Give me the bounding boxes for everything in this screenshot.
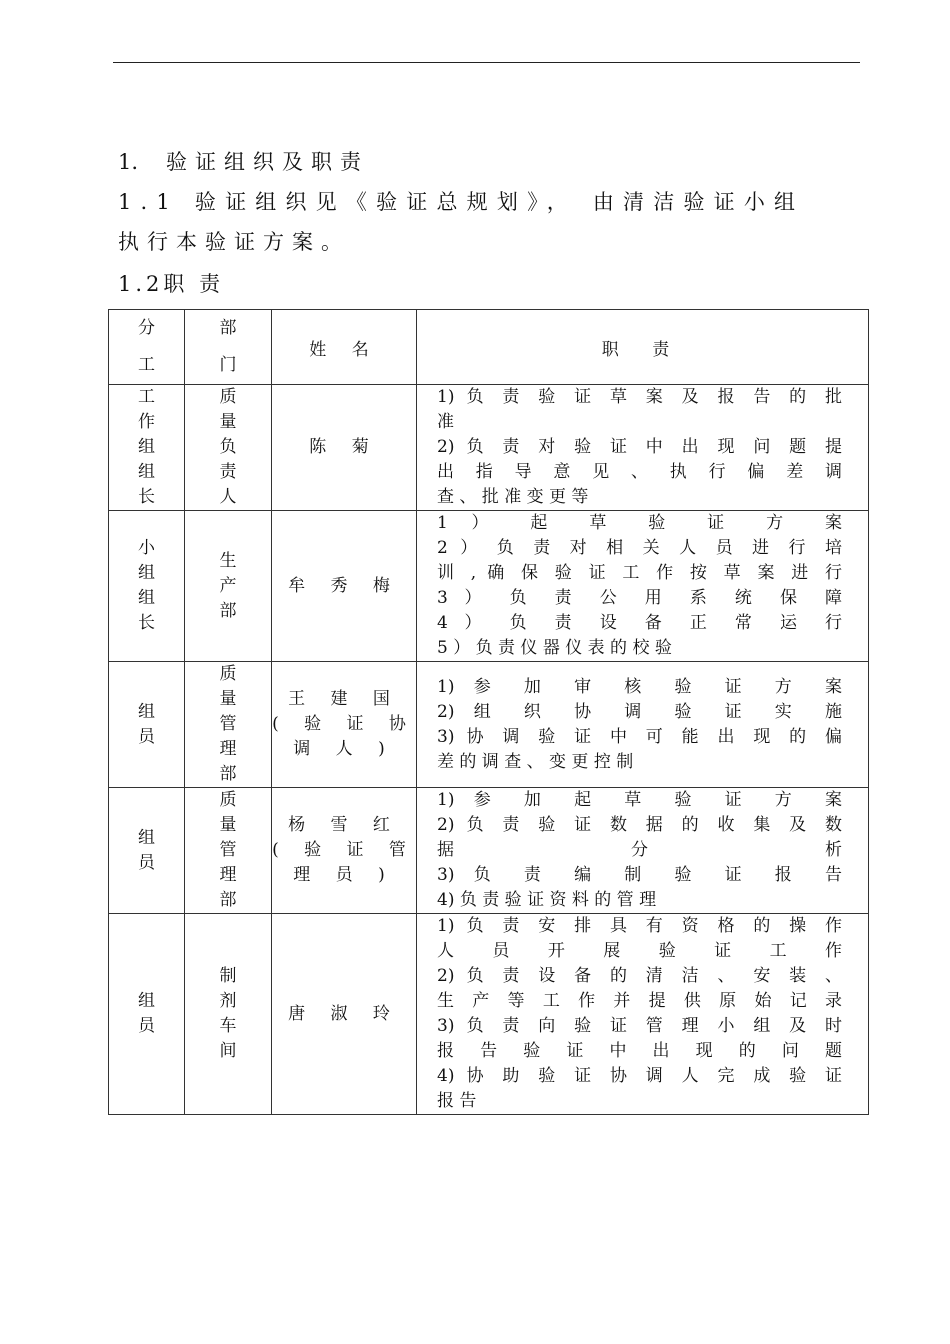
name-cell <box>272 385 417 511</box>
division-cell: 组员 <box>109 662 185 788</box>
header-department: 部门 <box>185 310 272 385</box>
table-row <box>109 511 869 662</box>
duty-line: 查 、 批 准 变 更 等 <box>437 487 589 507</box>
duty-line: 4) 协 助 验 证 协 调 人 完 成 验 证 <box>437 1066 842 1086</box>
section-title: 验证组织及职责 <box>166 150 369 174</box>
name-line: 理 员 ) <box>293 865 395 885</box>
duty-line: 3) 协 调 验 证 中 可 能 出 现 的 偏 <box>437 726 842 747</box>
duty-line: 5 ） 负 责 仪 器 仪 表 的 校 验 <box>437 638 672 658</box>
name-line: 陈 菊 <box>309 437 379 457</box>
department-cell: 质量管理部 <box>185 788 272 914</box>
name-line: 调 人 ) <box>293 739 395 759</box>
subsection-1-1-line-2: 执行本验证方案。 <box>118 230 350 254</box>
header-rule <box>113 62 860 63</box>
duty-line: 2) 负 责 验 证 数 据 的 收 集 及 数 <box>437 815 842 835</box>
duty-line: 1) 参 加 起 草 验 证 方 案 <box>437 790 842 810</box>
duty-cell <box>417 788 869 914</box>
subsection-1-1-line-1: 1.1 验证组织见《验证总规划》， 由清洁验证小组 <box>118 190 805 214</box>
duty-line: 差 的 调 查 、 变 更 控 制 <box>437 751 634 772</box>
duty-line: 生 产 等 工 作 并 提 供 原 始 记 录 <box>437 991 842 1011</box>
section-number: 1. <box>118 150 139 174</box>
table-row <box>109 662 869 788</box>
name-cell <box>272 914 417 1115</box>
division-cell: 小组组长 <box>109 511 185 662</box>
duty-line: 人 员 开 展 验 证 工 作 <box>437 941 842 961</box>
duty-cell <box>417 662 869 788</box>
table-header-row <box>109 310 869 385</box>
name-cell <box>272 788 417 914</box>
duty-line: 3) 负 责 编 制 验 证 报 告 <box>437 865 842 885</box>
duty-line: 3 ） 负 责 公 用 系 统 保 障 <box>437 588 842 608</box>
division-cell: 组员 <box>109 914 185 1115</box>
duty-line: 4) 负 责 验 证 资 料 的 管 理 <box>437 890 657 910</box>
name-line: 牟 秀 梅 <box>288 575 400 596</box>
name-line: ( 验 证 管 <box>272 840 416 860</box>
name-line: 杨 雪 红 <box>288 815 400 835</box>
duty-line: 出 指 导 意 见 、 执 行 偏 差 调 <box>437 462 842 482</box>
duty-line: 2) 负 责 对 验 证 中 出 现 问 题 提 <box>437 437 842 457</box>
department-cell: 制剂车间 <box>185 914 272 1115</box>
section-heading-1 <box>118 146 369 176</box>
division-cell: 组员 <box>109 788 185 914</box>
duty-line: 3) 负 责 向 验 证 管 理 小 组 及 时 <box>437 1016 842 1036</box>
department-cell: 质量负责人 <box>185 385 272 511</box>
duty-cell <box>417 385 869 511</box>
duty-line: 4 ） 负 责 设 备 正 常 运 行 <box>437 613 842 633</box>
duty-line: 1) 负 责 验 证 草 案 及 报 告 的 批 <box>437 387 842 407</box>
name-cell <box>272 662 417 788</box>
header-duty: 职 责 <box>417 310 869 385</box>
duty-line: 2) 负 责 设 备 的 清 洁 、 安 装 、 <box>437 966 842 986</box>
name-line: 唐 淑 玲 <box>288 1003 400 1024</box>
name-line: 王 建 国 <box>288 689 400 709</box>
duty-line: 报 告 <box>437 1091 477 1111</box>
duty-cell <box>417 914 869 1115</box>
duty-line: 训 , 确 保 验 证 工 作 按 草 案 进 行 <box>437 563 842 583</box>
duty-line: 准 <box>437 412 454 432</box>
duty-line: 1) 参 加 审 核 验 证 方 案 <box>437 676 842 697</box>
division-cell: 工作组组长 <box>109 385 185 511</box>
name-line: ( 验 证 协 <box>272 714 416 734</box>
duty-line: 报 告 验 证 中 出 现 的 问 题 <box>437 1041 842 1061</box>
header-division: 分工 <box>109 310 185 385</box>
duty-line: 据 分 析 <box>437 840 842 860</box>
department-cell: 质量管理部 <box>185 662 272 788</box>
responsibility-table <box>108 309 869 1115</box>
table-row <box>109 914 869 1115</box>
header-name: 姓 名 <box>272 310 417 385</box>
duty-cell <box>417 511 869 662</box>
duty-line: 1 ） 起 草 验 证 方 案 <box>437 513 842 533</box>
table-row <box>109 385 869 511</box>
duty-line: 2) 组 织 协 调 验 证 实 施 <box>437 701 842 722</box>
subsection-1-2-title: 1.2职 责 <box>118 272 225 296</box>
name-cell <box>272 511 417 662</box>
table-row <box>109 788 869 914</box>
duty-line: 2 ） 负 责 对 相 关 人 员 进 行 培 <box>437 538 842 558</box>
duty-line: 1) 负 责 安 排 具 有 资 格 的 操 作 <box>437 916 842 936</box>
department-cell: 生产部 <box>185 511 272 662</box>
